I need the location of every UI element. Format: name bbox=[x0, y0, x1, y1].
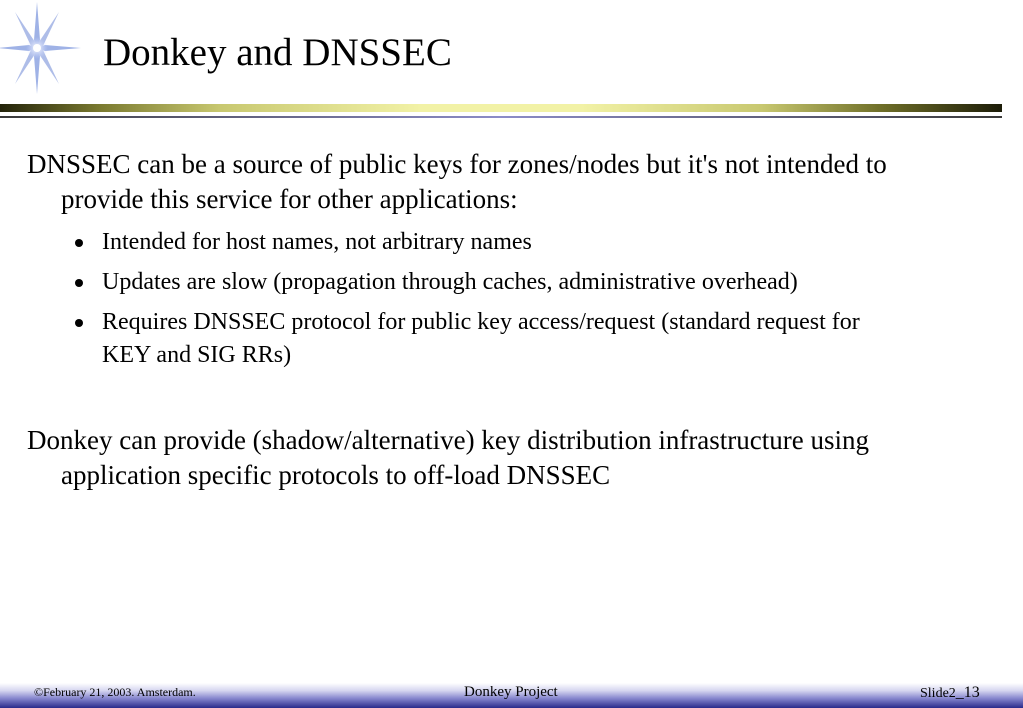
footer-slide-number bbox=[920, 684, 980, 702]
slide-prefix: Slide2 bbox=[920, 686, 956, 701]
bullet-dot-icon bbox=[75, 239, 83, 247]
title-underline-bar bbox=[0, 104, 1002, 112]
bullet-text: Updates are slow (propagation through caches, administrative overhead) bbox=[102, 269, 798, 295]
paragraph-line: provide this service for other applications: bbox=[61, 184, 518, 214]
paragraph-dnssec bbox=[27, 147, 1002, 217]
footer-date: ©February 21, 2003. Amsterdam. bbox=[34, 685, 196, 699]
paragraph-line: application specific protocols to off-load DNSSEC bbox=[61, 460, 611, 490]
slide-title: Donkey and DNSSEC bbox=[103, 31, 452, 74]
footer-project: Donkey Project bbox=[464, 684, 558, 700]
bullet-dot-icon bbox=[75, 279, 83, 287]
bullet-item bbox=[72, 306, 1002, 372]
bullet-dot-icon bbox=[75, 319, 83, 327]
bullet-item bbox=[72, 226, 1002, 259]
star-burst-icon bbox=[0, 0, 84, 100]
bullet-item bbox=[72, 266, 1002, 299]
paragraph-line: Donkey can provide (shadow/alternative) key distribution infrastructure using bbox=[27, 425, 870, 455]
paragraph-donkey bbox=[27, 423, 1002, 493]
bullet-text: KEY and SIG RRs) bbox=[102, 342, 292, 368]
bullet-list bbox=[72, 226, 1002, 379]
slide-number: _13 bbox=[955, 684, 980, 701]
title-thin-rule bbox=[0, 116, 1002, 118]
paragraph-line: DNSSEC can be a source of public keys for zones/nodes but it's not intended to bbox=[27, 149, 887, 179]
bullet-text: Requires DNSSEC protocol for public key access/request (standard request for bbox=[102, 309, 860, 335]
bullet-text: Intended for host names, not arbitrary names bbox=[102, 229, 532, 255]
